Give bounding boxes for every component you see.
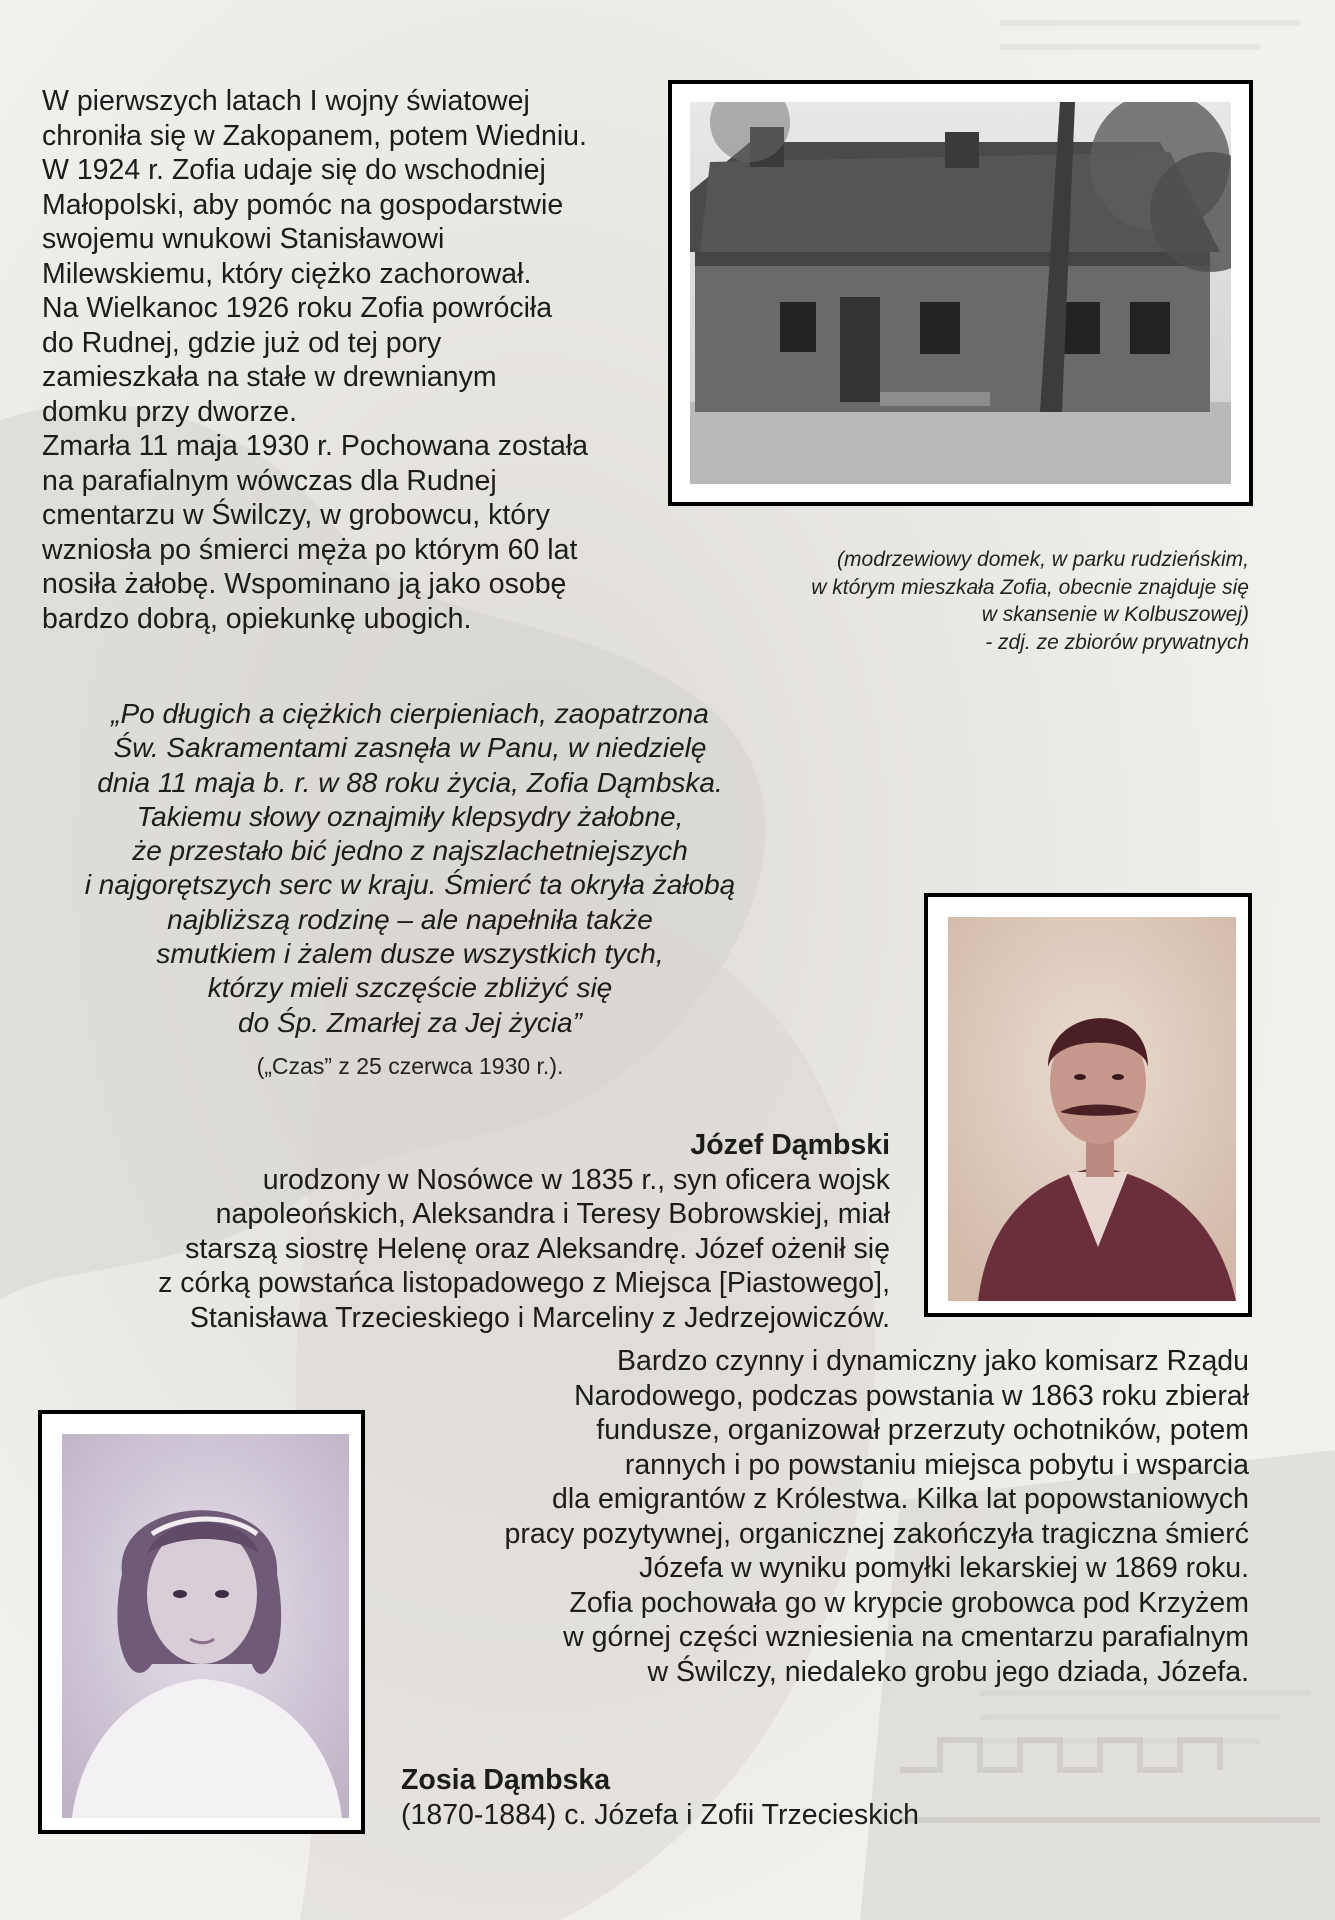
zosia-portrait-frame xyxy=(38,1410,365,1834)
zosia-name-heading: Zosia Dąmbska xyxy=(401,1764,611,1796)
zosia-portrait xyxy=(62,1434,349,1818)
zosia-caption xyxy=(401,1763,919,1832)
house-photo xyxy=(690,102,1231,484)
quote-source: („Czas” z 25 czerwca 1930 r.). xyxy=(256,1053,564,1079)
house-photo-frame xyxy=(668,80,1253,506)
zosia-dates: (1870-1884) c. Józefa i Zofii Trzecieskich xyxy=(401,1798,919,1831)
jozef-portrait-frame xyxy=(924,893,1252,1317)
intro-paragraph: W pierwszych latach I wojny światowej chroniła się w Zakopanem, potem Wiedniu. W 1924 r. Zofia udaje się do wschodniej Małopolski, aby pomóc na gospodarstwie swojemu wnukowi Stanisławowi Milewskiemu, który ciężko zachorował. Na Wielkanoc 1926 roku Zofia powróciła do Rudnej, gdzie już od tej pory zamieszkała na stałe w drewnianym domku przy dworze. Zmarła 11 maja 1930 r. Pochowana została na parafialnym wówczas dla Rudnej cmentarzu w Świlczy, w grobowcu, który wzniosła po śmierci męża po którym 60 lat nosiła żałobę. Wspominano ją jako osobę bardzo dobrą, opiekunkę ubogich. xyxy=(42,85,589,635)
house-photo-caption: (modrzewiowy domek, w parku rudzieńskim, w którym mieszkała Zofia, obecnie znajduje się w skansenie w Kolbuszowej) - zdj. ze zbiorów prywatnych xyxy=(811,548,1249,654)
jozef-biography-text: urodzony w Nosówce w 1835 r., syn oficera wojsk napoleońskich, Aleksandra i Teresy Bobrowskiej, miał starszą siostrę Helenę oraz Aleksandrę. Józef ożenił się z córką powstańca listopadowego z Miejsca [Piastowego], Stanisława Trzecieskiego i Marceliny z Jedrzejowiczów. xyxy=(158,1163,890,1334)
uprising-paragraph: Bardzo czynny i dynamiczny jako komisarz Rządu Narodowego, podczas powstania w 1863 roku zbierał fundusze, organizował przerzuty ochotników, potem rannych i po powstaniu miejsca pobytu i wsparcia dla emigrantów z Królestwa. Kilka lat popowstaniowych pracy pozytywnej, organicznej zakończyła tragiczna śmierć Józefa w wyniku pomyłki lekarskiej w 1869 roku. Zofia pochowała go w krypcie grobowca pod Krzyżem w górnej części wzniesienia na cmentarzu parafialnym w Świlczy, niedaleko grobu jego dziada, Józefa. xyxy=(504,1345,1249,1688)
obituary-quote: „Po długich a ciężkich cierpieniach, zaopatrzona Św. Sakramentami zasnęła w Panu, w niedzielę dnia 11 maja b. r. w 88 roku życia, Zofia Dąmbska. Takiemu słowy oznajmiły klepsydry żałobne, że przestało bić jedno z najszlachetniejszych i najgorętszych serc w kraju. Śmierć ta okryła żałobą najbliższą rodzinę – ale napełniła także smutkiem i żalem dusze wszystkich tych, którzy mieli szczęście zbliżyć się do Śp. Zmarłej za Jej życia” xyxy=(84,698,736,1038)
jozef-biography xyxy=(158,1128,890,1335)
jozef-name-heading: Józef Dąmbski xyxy=(690,1129,890,1161)
jozef-portrait xyxy=(948,917,1236,1301)
